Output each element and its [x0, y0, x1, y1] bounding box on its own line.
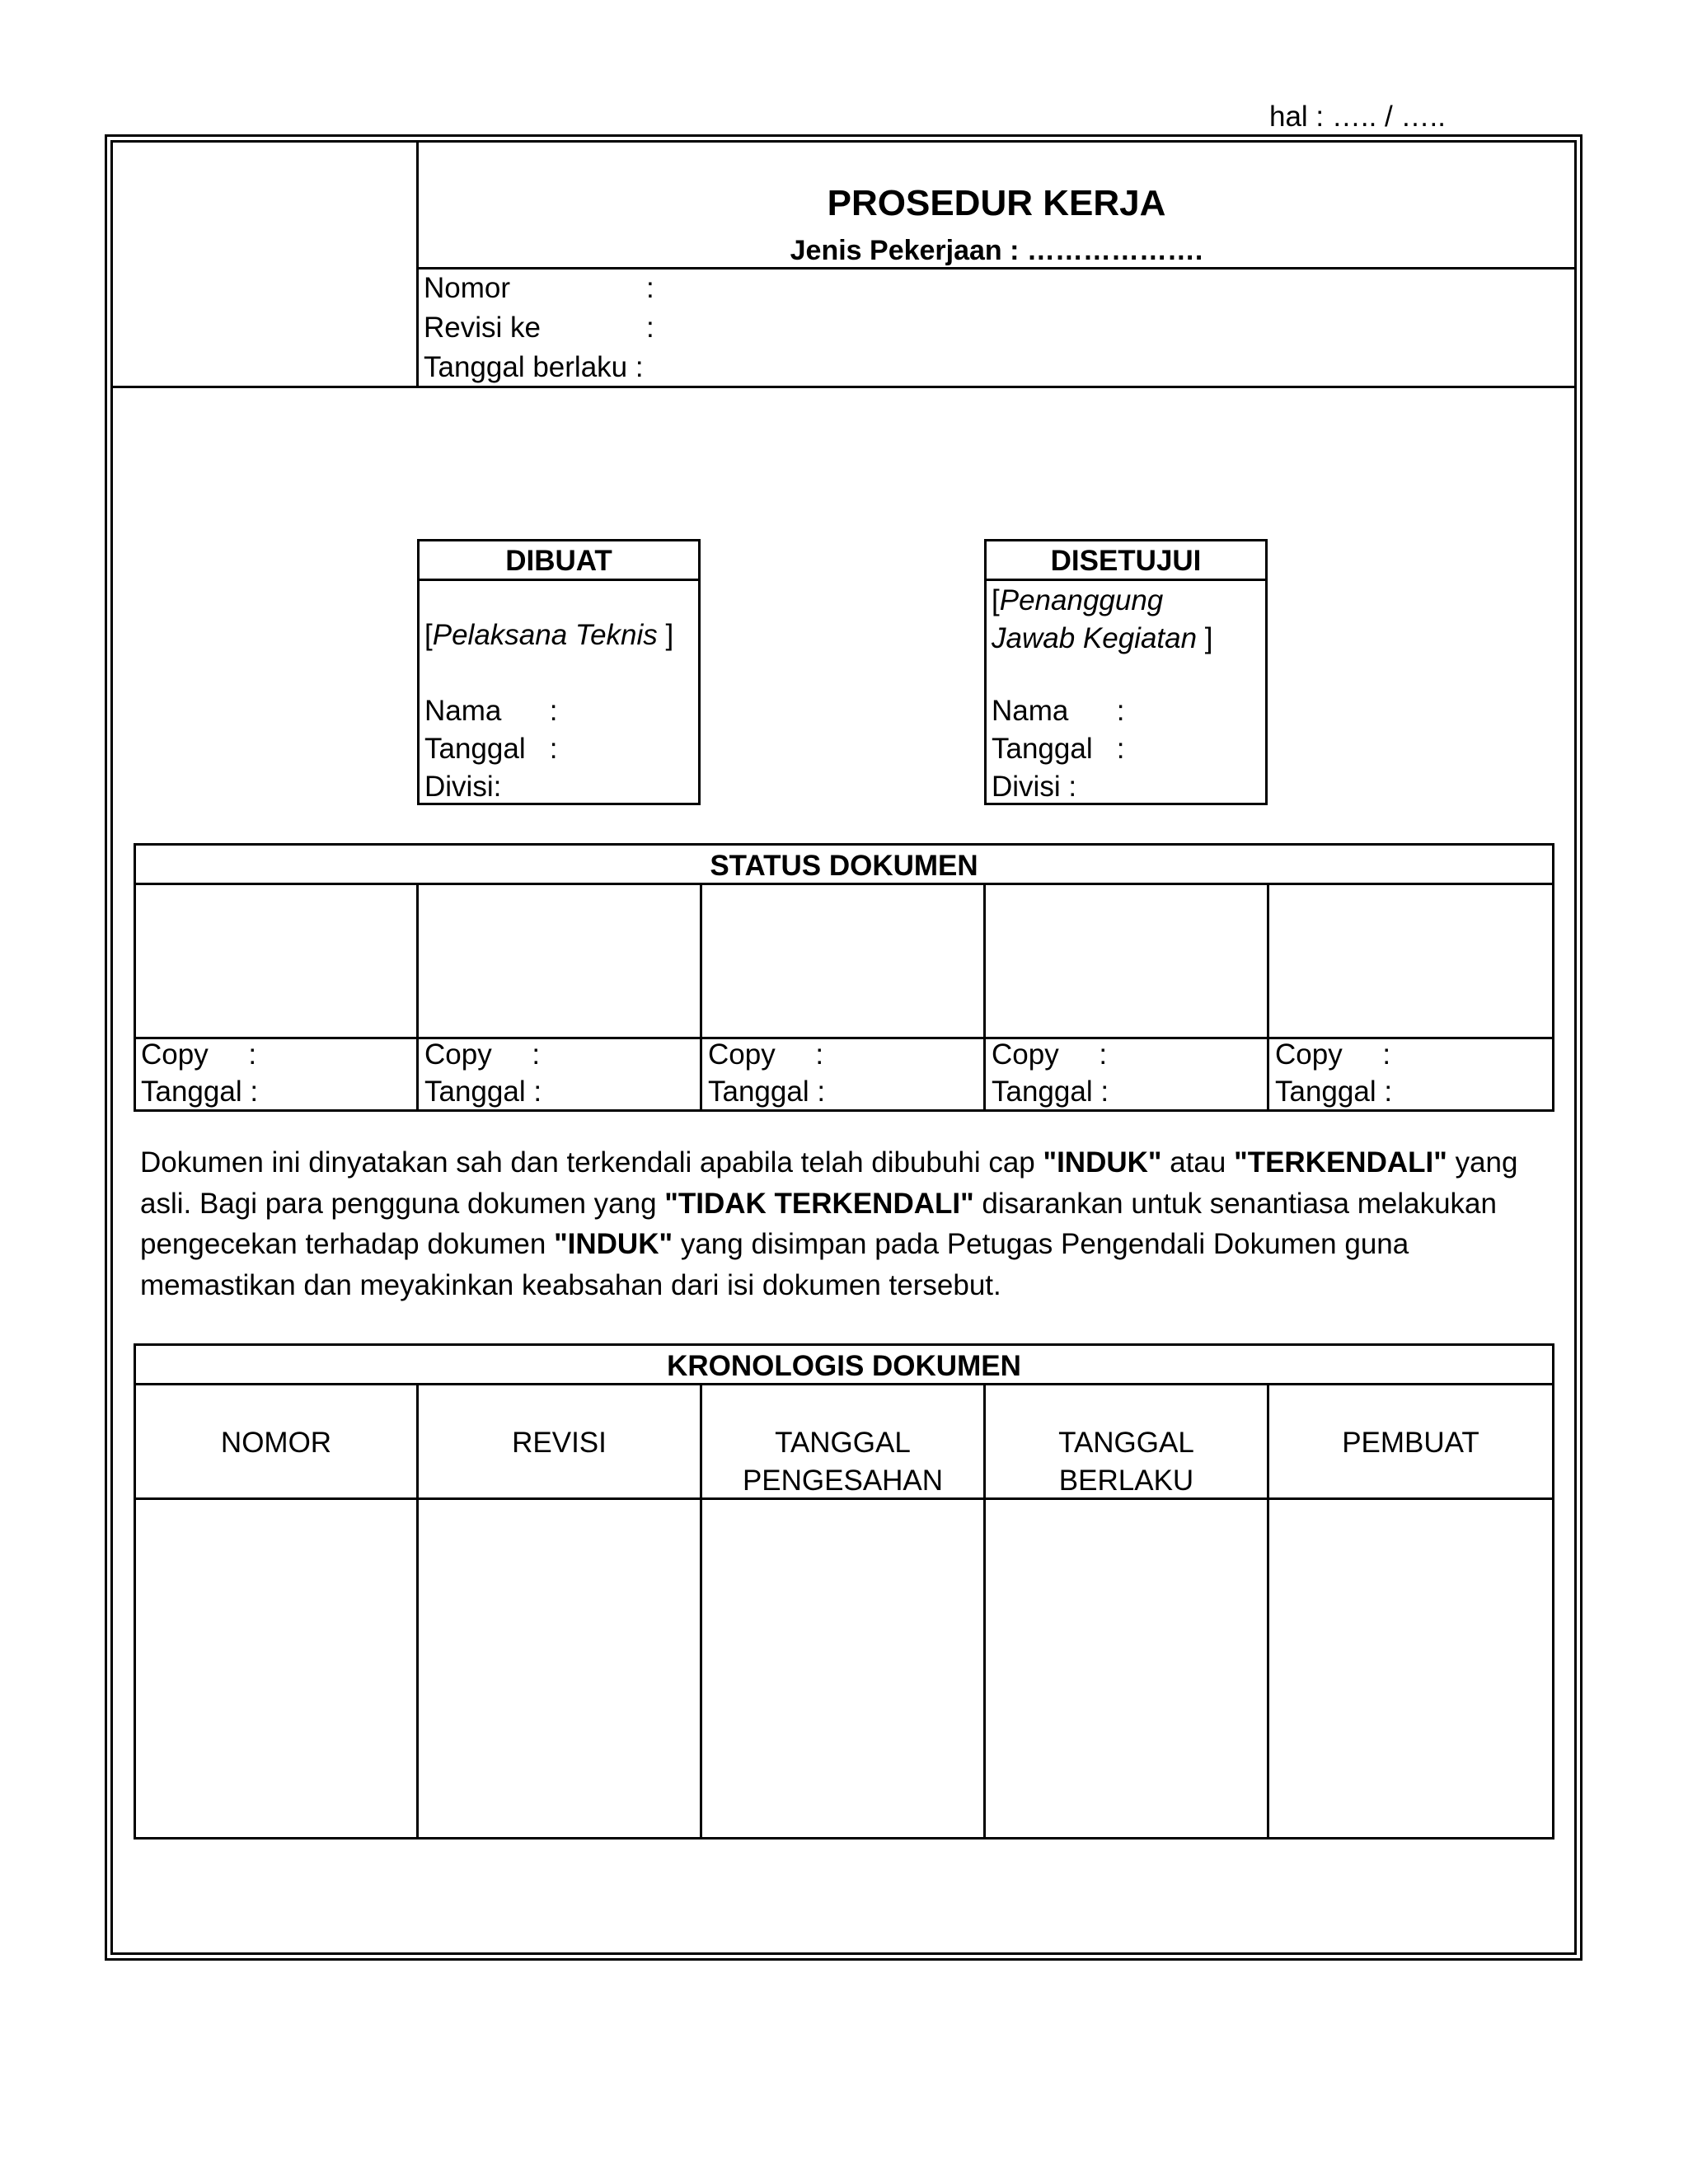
status-copy-label: Copy :: [424, 1038, 541, 1071]
column-header-revisi: REVISI: [512, 1427, 607, 1459]
status-tanggal-label: Tanggal :: [1275, 1076, 1393, 1108]
field-revisi-label: Revisi ke: [424, 312, 541, 344]
header-divider-bottom: [110, 386, 1577, 388]
status-tanggal-label: Tanggal :: [992, 1076, 1109, 1108]
signature-heading-disetujui: DISETUJUI: [987, 541, 1265, 581]
column-header-pembuat: PEMBUAT: [1342, 1427, 1479, 1459]
status-col-divider: [700, 885, 702, 1109]
signature-tanggal-disetujui: Tanggal :: [992, 733, 1125, 765]
status-col-divider: [983, 885, 986, 1109]
header-divider-title: [416, 267, 1577, 269]
field-nomor-colon: :: [646, 272, 654, 304]
status-col-divider: [1267, 885, 1269, 1109]
status-dokumen-table: [134, 843, 1554, 1112]
page-title: PROSEDUR KERJA: [827, 183, 1166, 223]
kronologis-dokumen-table: [134, 1343, 1554, 1840]
signature-role-dibuat: [Pelaksana Teknis ]: [424, 619, 674, 651]
status-copy-label: Copy :: [1275, 1038, 1391, 1071]
field-nomor-label: Nomor: [424, 272, 511, 304]
status-dokumen-title: STATUS DOKUMEN: [136, 846, 1552, 885]
signature-role-disetujui-line2: Jawab Kegiatan ]: [992, 622, 1213, 654]
column-header-nomor: NOMOR: [220, 1427, 332, 1459]
column-header-tanggal-pengesahan: TANGGAL PENGESAHAN: [742, 1427, 944, 1497]
validity-statement: Dokumen ini dinyatakan sah dan terkendali apabila telah dibubuhi cap "INDUK" atau "TERKENDALI" yang asli. Bagi para pengguna dokumen yang "TIDAK TERKENDALI" disarankan untuk senantiasa melakukan pengecekan terhadap dokumen "INDUK" yang disimpan pada Petugas Pengendali Dokumen guna memastikan dan meyakinkan keabsahan dari isi dokumen tersebut.: [140, 1146, 1518, 1301]
signature-heading-dibuat: DIBUAT: [420, 541, 698, 581]
status-col-divider: [416, 885, 419, 1109]
field-revisi-colon: :: [646, 312, 654, 344]
status-copy-label: Copy :: [708, 1038, 824, 1071]
status-copy-label: Copy :: [992, 1038, 1108, 1071]
signature-nama-dibuat: Nama :: [424, 695, 558, 727]
signature-divisi-dibuat: Divisi:: [424, 771, 502, 803]
status-tanggal-label: Tanggal :: [141, 1076, 259, 1108]
signature-nama-disetujui: Nama :: [992, 695, 1125, 727]
signature-divisi-disetujui: Divisi :: [992, 771, 1077, 803]
signature-role-disetujui-line1: [Penanggung: [992, 584, 1164, 616]
field-tanggal-berlaku-label: Tanggal berlaku :: [424, 351, 644, 383]
signature-box-disetujui: [984, 539, 1268, 805]
signature-tanggal-dibuat: Tanggal :: [424, 733, 558, 765]
signature-box-dibuat: [417, 539, 701, 805]
kronologis-dokumen-title: KRONOLOGIS DOKUMEN: [136, 1346, 1552, 1385]
page-number: hal : ….. / …..: [1269, 101, 1446, 133]
logo-area: [113, 143, 416, 386]
column-header-tanggal-berlaku: TANGGAL BERLAKU: [1058, 1427, 1194, 1497]
status-copy-label: Copy :: [141, 1038, 257, 1071]
status-tanggal-label: Tanggal :: [424, 1076, 542, 1108]
status-tanggal-label: Tanggal :: [708, 1076, 826, 1108]
page-subtitle: Jenis Pekerjaan : ……………….: [790, 235, 1203, 266]
